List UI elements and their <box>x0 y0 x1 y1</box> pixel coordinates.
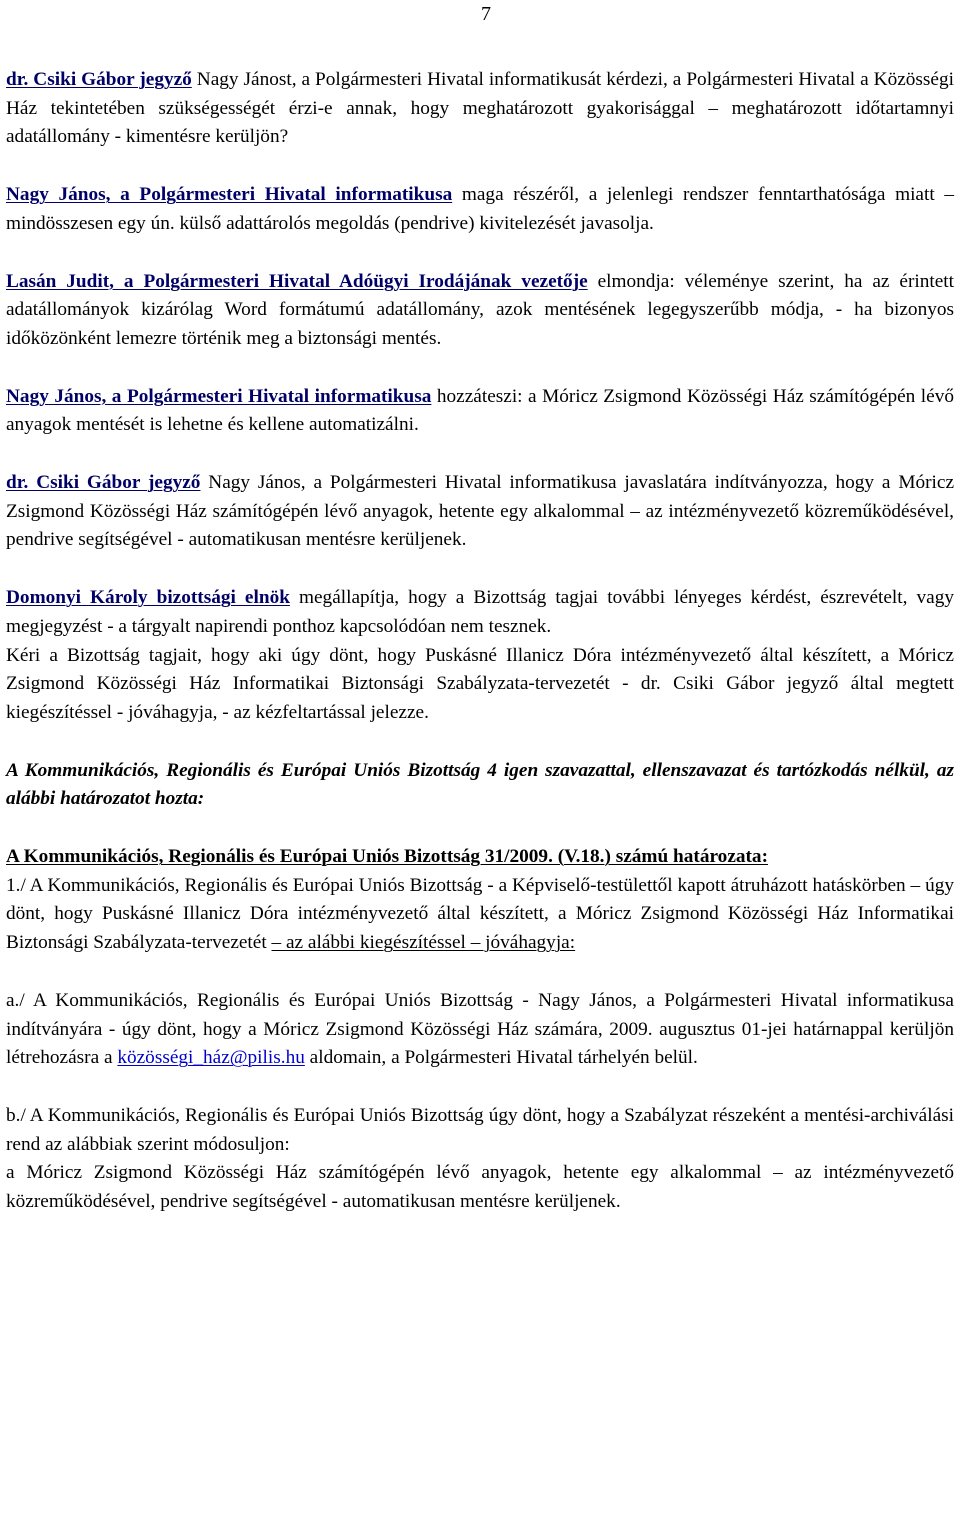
vote-result: A Kommunikációs, Regionális és Európai Uniós Bizottság 4 igen szavazattal, ellenszavazat és tartózkodás nélkül, az alábbi határozatot hozta: <box>6 759 954 810</box>
paragraph-text: elmondja: véleménye szerint, ha az érintett adatállományok kizárólag Word formátumú adatállomány, azok mentésének legegyszerűbb módja, - ha bizonyos időközönként lemezre történik meg a biztonsági mentés. <box>6 270 955 349</box>
speaker-name: Nagy János, a Polgármesteri Hivatal informatikusa <box>6 385 432 407</box>
paragraph-text: maga részéről, a jelenlegi rendszer fenntarthatósága miatt – mindösszesen egy ún. külső adattárolós megoldás (pendrive) kivitelezését javasolja. <box>6 184 955 234</box>
speaker-name: dr. Csiki Gábor jegyző <box>6 69 192 90</box>
speaker-name: Nagy János, a Polgármesteri Hivatal informatikusa <box>6 184 453 206</box>
resolution-item-text: a Móricz Zsigmond Közösségi Ház számítógépén lévő anyagok, hetente egy alkalommal – az intézményvezető közreműködésével, pendrive segítségével - automatikusan mentésre kerüljenek. <box>6 1162 954 1213</box>
resolution-item-a <box>6 987 954 1073</box>
paragraph-informatikus-answer <box>6 181 954 238</box>
resolution-item-text: b./ A Kommunikációs, Regionális és Európai Uniós Bizottság úgy dönt, hogy a Szabályzat részeként a mentési-archiválási rend az alábbiak szerint módosuljon: <box>6 1104 954 1155</box>
resolution-item-b <box>6 1102 954 1159</box>
page-number: 7 <box>481 3 491 25</box>
resolution-item-underlined: – az alábbi kiegészítéssel – jóváhagyja: <box>271 932 576 954</box>
paragraph-elnok-request <box>6 642 954 728</box>
speaker-name: dr. Csiki Gábor jegyző <box>6 472 201 494</box>
speaker-name: Domonyi Károly bizottsági elnök <box>6 587 290 609</box>
paragraph-text: megállapítja, hogy a Bizottság tagjai további lényeges kérdést, észrevételt, vagy megjegyzést - a tárgyalt napirendi ponthoz kapcsolódóan nem tesznek. <box>6 587 954 637</box>
paragraph-text: Nagy János, a Polgármesteri Hivatal informatikusa javaslatára indítványozza, hogy a Móricz Zsigmond Közösségi Ház számítógépén lévő anyagok, hetente egy alkalommal – az intézményvezető közreműködésével, pendrive segítségével - automatikusan mentésre kerüljenek. <box>6 472 955 551</box>
paragraph-lasan-opinion <box>6 268 954 354</box>
paragraph-jegyzo-question <box>6 66 954 152</box>
speaker-name: Lasán Judit, a Polgármesteri Hivatal Adóügyi Irodájának vezetője <box>6 270 588 292</box>
resolution-item-b-continuation <box>6 1159 954 1216</box>
paragraph-text: Kéri a Bizottság tagjait, hogy aki úgy dönt, hogy Puskásné Illanicz Dóra intézményvezető által készített, a Móricz Zsigmond Közösségi Ház Informatikai Biztonsági Szabályzata-tervezetét - dr. Csiki Gábor jegyző által megtett kiegészítéssel - jóváhagyja, - az kézfeltartással jelezze. <box>6 644 954 723</box>
resolution-item-1 <box>6 872 954 958</box>
document-body <box>6 66 954 1217</box>
paragraph-elnok-statement <box>6 584 954 641</box>
paragraph-text: hozzáteszi: a Móricz Zsigmond Közösségi Ház számítógépén lévő anyagok mentését is lehetne és kellene automatizálni. <box>6 385 954 436</box>
paragraph-text: Nagy Jánost, a Polgármesteri Hivatal informatikusát kérdezi, a Polgármesteri Hivatal a Közösségi Ház tekintetében szükségességét érzi-e annak, hogy meghatározott gyakorisággal – meghatározott időtartamnyi adatállomány - kimentésre kerüljön? <box>6 69 954 148</box>
email-link[interactable]: közösségi_ház@pilis.hu <box>117 1047 305 1069</box>
document-page <box>6 0 954 1520</box>
resolution-item-text: aldomain, a Polgármesteri Hivatal tárhelyén belül. <box>304 1047 698 1069</box>
resolution-item-text: a./ A Kommunikációs, Regionális és Európai Uniós Bizottság - Nagy János, a Polgármesteri Hivatal informatikusa indítványára - úgy dönt, hogy a Móricz Zsigmond Közösségi Ház számára, 2009. augusztus 01-jei határnappal kerüljön létrehozásra a <box>6 989 954 1069</box>
paragraph-jegyzo-motion <box>6 469 954 555</box>
paragraph-informatikus-addition <box>6 383 954 440</box>
resolution-title: A Kommunikációs, Regionális és Európai Uniós Bizottság 31/2009. (V.18.) számú határozata: <box>6 846 768 868</box>
resolution-item-text: 1./ A Kommunikációs, Regionális és Európai Uniós Bizottság - a Képviselő-testülettől kapott átruházott hatáskörben – úgy dönt, hogy Puskásné Illanicz Dóra intézményvezető által készített, a Móricz Zsigmond Közösségi Ház Informatikai Biztonsági Szabályzata-tervezetét <box>6 874 954 954</box>
